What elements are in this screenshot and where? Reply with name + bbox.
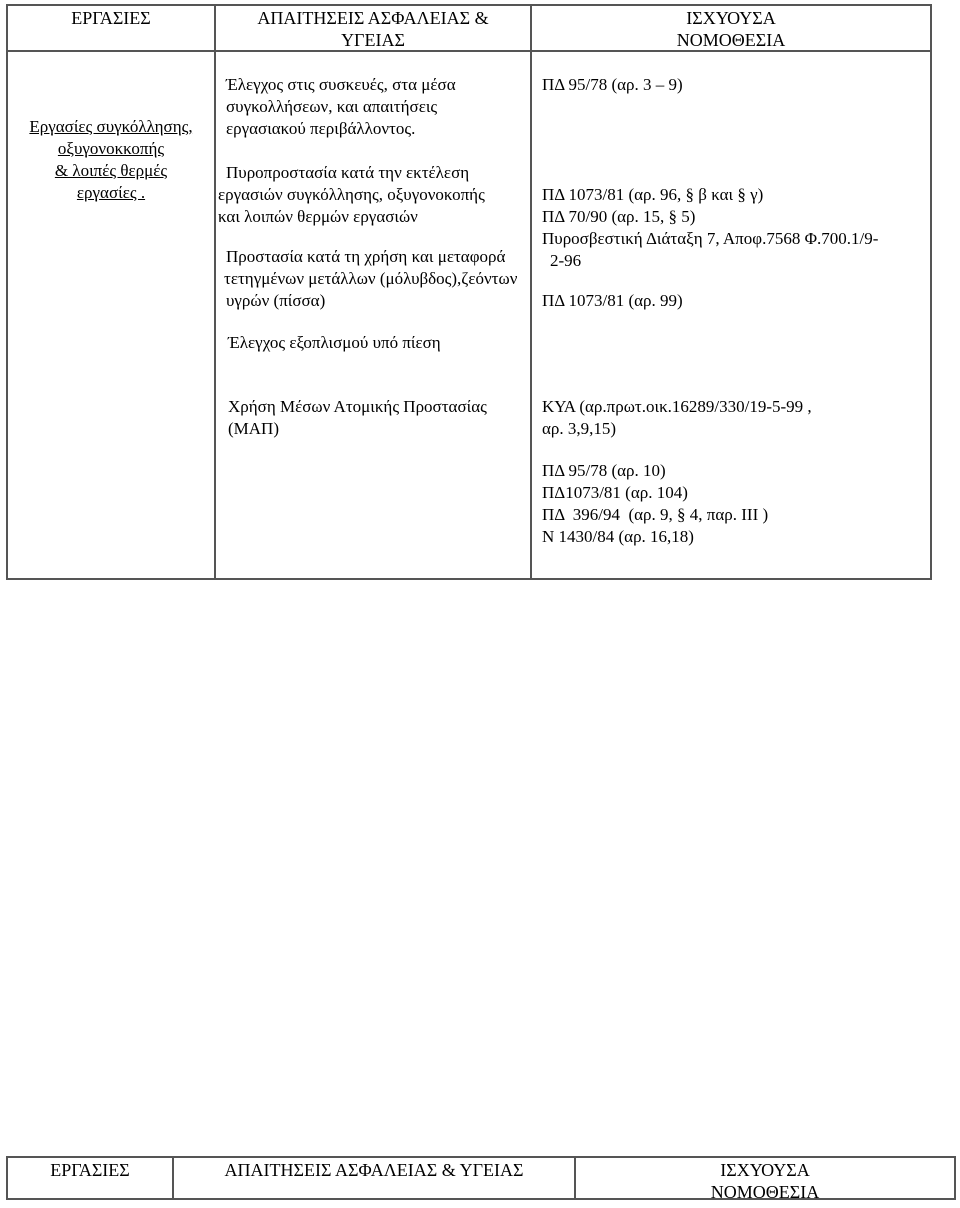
column-divider-1 (214, 4, 216, 580)
header-legislation: ΙΣΧΥΟΥΣΑ ΝΟΜΟΘΕΣΙΑ (676, 8, 786, 50)
footer-border-top (6, 1156, 956, 1158)
requirement-fire-protection: Πυροπροστασία κατά την εκτέλεση εργασιών συγκόλλησης, οξυγονοκοπής και λοιπών θερμών εργασιών (218, 163, 485, 226)
task-cell: Εργασίες συγκόλλησης, οξυγονοκκοπής & λοιπές θερμές εργασίες . (29, 117, 193, 202)
requirement-molten-metals: Προστασία κατά τη χρήση και μεταφορά τετηγμένων μετάλλων (μόλυβδος),ζεόντων υγρών (πίσσα) (224, 247, 518, 310)
safety-table (6, 4, 932, 580)
table-border-bottom (6, 578, 932, 580)
footer-header-legislation: ΙΣΧΥΟΥΣΑ ΝΟΜΟΘΕΣΙΑ (710, 1160, 820, 1202)
law-pd-1073-81-a104: ΠΔ1073/81 (αρ. 104) (542, 483, 688, 502)
requirement-ppe: Χρήση Μέσων Ατομικής Προστασίας (ΜΑΠ) (228, 397, 487, 438)
law-pd-1073-81-a96: ΠΔ 1073/81 (αρ. 96, § β και § γ) (542, 185, 764, 204)
law-pd-1073-81-a99: ΠΔ 1073/81 (αρ. 99) (542, 291, 683, 310)
law-kya: ΚΥΑ (αρ.πρωτ.οικ.16289/330/19-5-99 , (542, 397, 812, 416)
table-border-left (6, 4, 8, 580)
law-pd-396-94: ΠΔ 396/94 (αρ. 9, § 4, παρ. ΙΙΙ ) (542, 505, 769, 524)
law-pd-95-78: ΠΔ 95/78 (αρ. 3 – 9) (542, 75, 683, 94)
law-n-1430-84: Ν 1430/84 (αρ. 16,18) (542, 527, 694, 546)
repeated-header-table (6, 1156, 956, 1200)
footer-header-requirements: ΑΠΑΙΤΗΣΕΙΣ ΑΣΦΑΛΕΙΑΣ & ΥΓΕΙΑΣ (224, 1160, 524, 1180)
column-divider-2 (530, 4, 532, 580)
footer-border-right (954, 1156, 956, 1200)
law-fire-regulation-date: 2-96 (550, 251, 582, 270)
table-border-top (6, 4, 932, 6)
law-pd-95-78-a10: ΠΔ 95/78 (αρ. 10) (542, 461, 666, 480)
header-requirements: ΑΠΑΙΤΗΣΕΙΣ ΑΣΦΑΛΕΙΑΣ & ΥΓΕΙΑΣ (257, 8, 489, 50)
footer-header-tasks: ΕΡΓΑΣΙΕΣ (50, 1160, 130, 1180)
requirement-equipment-check: Έλεγχος στις συσκευές, στα μέσα συγκολλήσεων, και απαιτήσεις εργασιακού περιβάλλοντος. (226, 75, 456, 138)
law-fire-regulation: Πυροσβεστική Διάταξη 7, Αποφ.7568 Φ.700.1/9- (542, 229, 879, 248)
law-pd-70-90: ΠΔ 70/90 (αρ. 15, § 5) (542, 207, 696, 226)
table-border-right (930, 4, 932, 580)
requirement-pressure-equipment: Έλεγχος εξοπλισμού υπό πίεση (228, 333, 441, 352)
law-kya-articles: αρ. 3,9,15) (542, 419, 617, 438)
header-tasks: ΕΡΓΑΣΙΕΣ (71, 8, 151, 28)
